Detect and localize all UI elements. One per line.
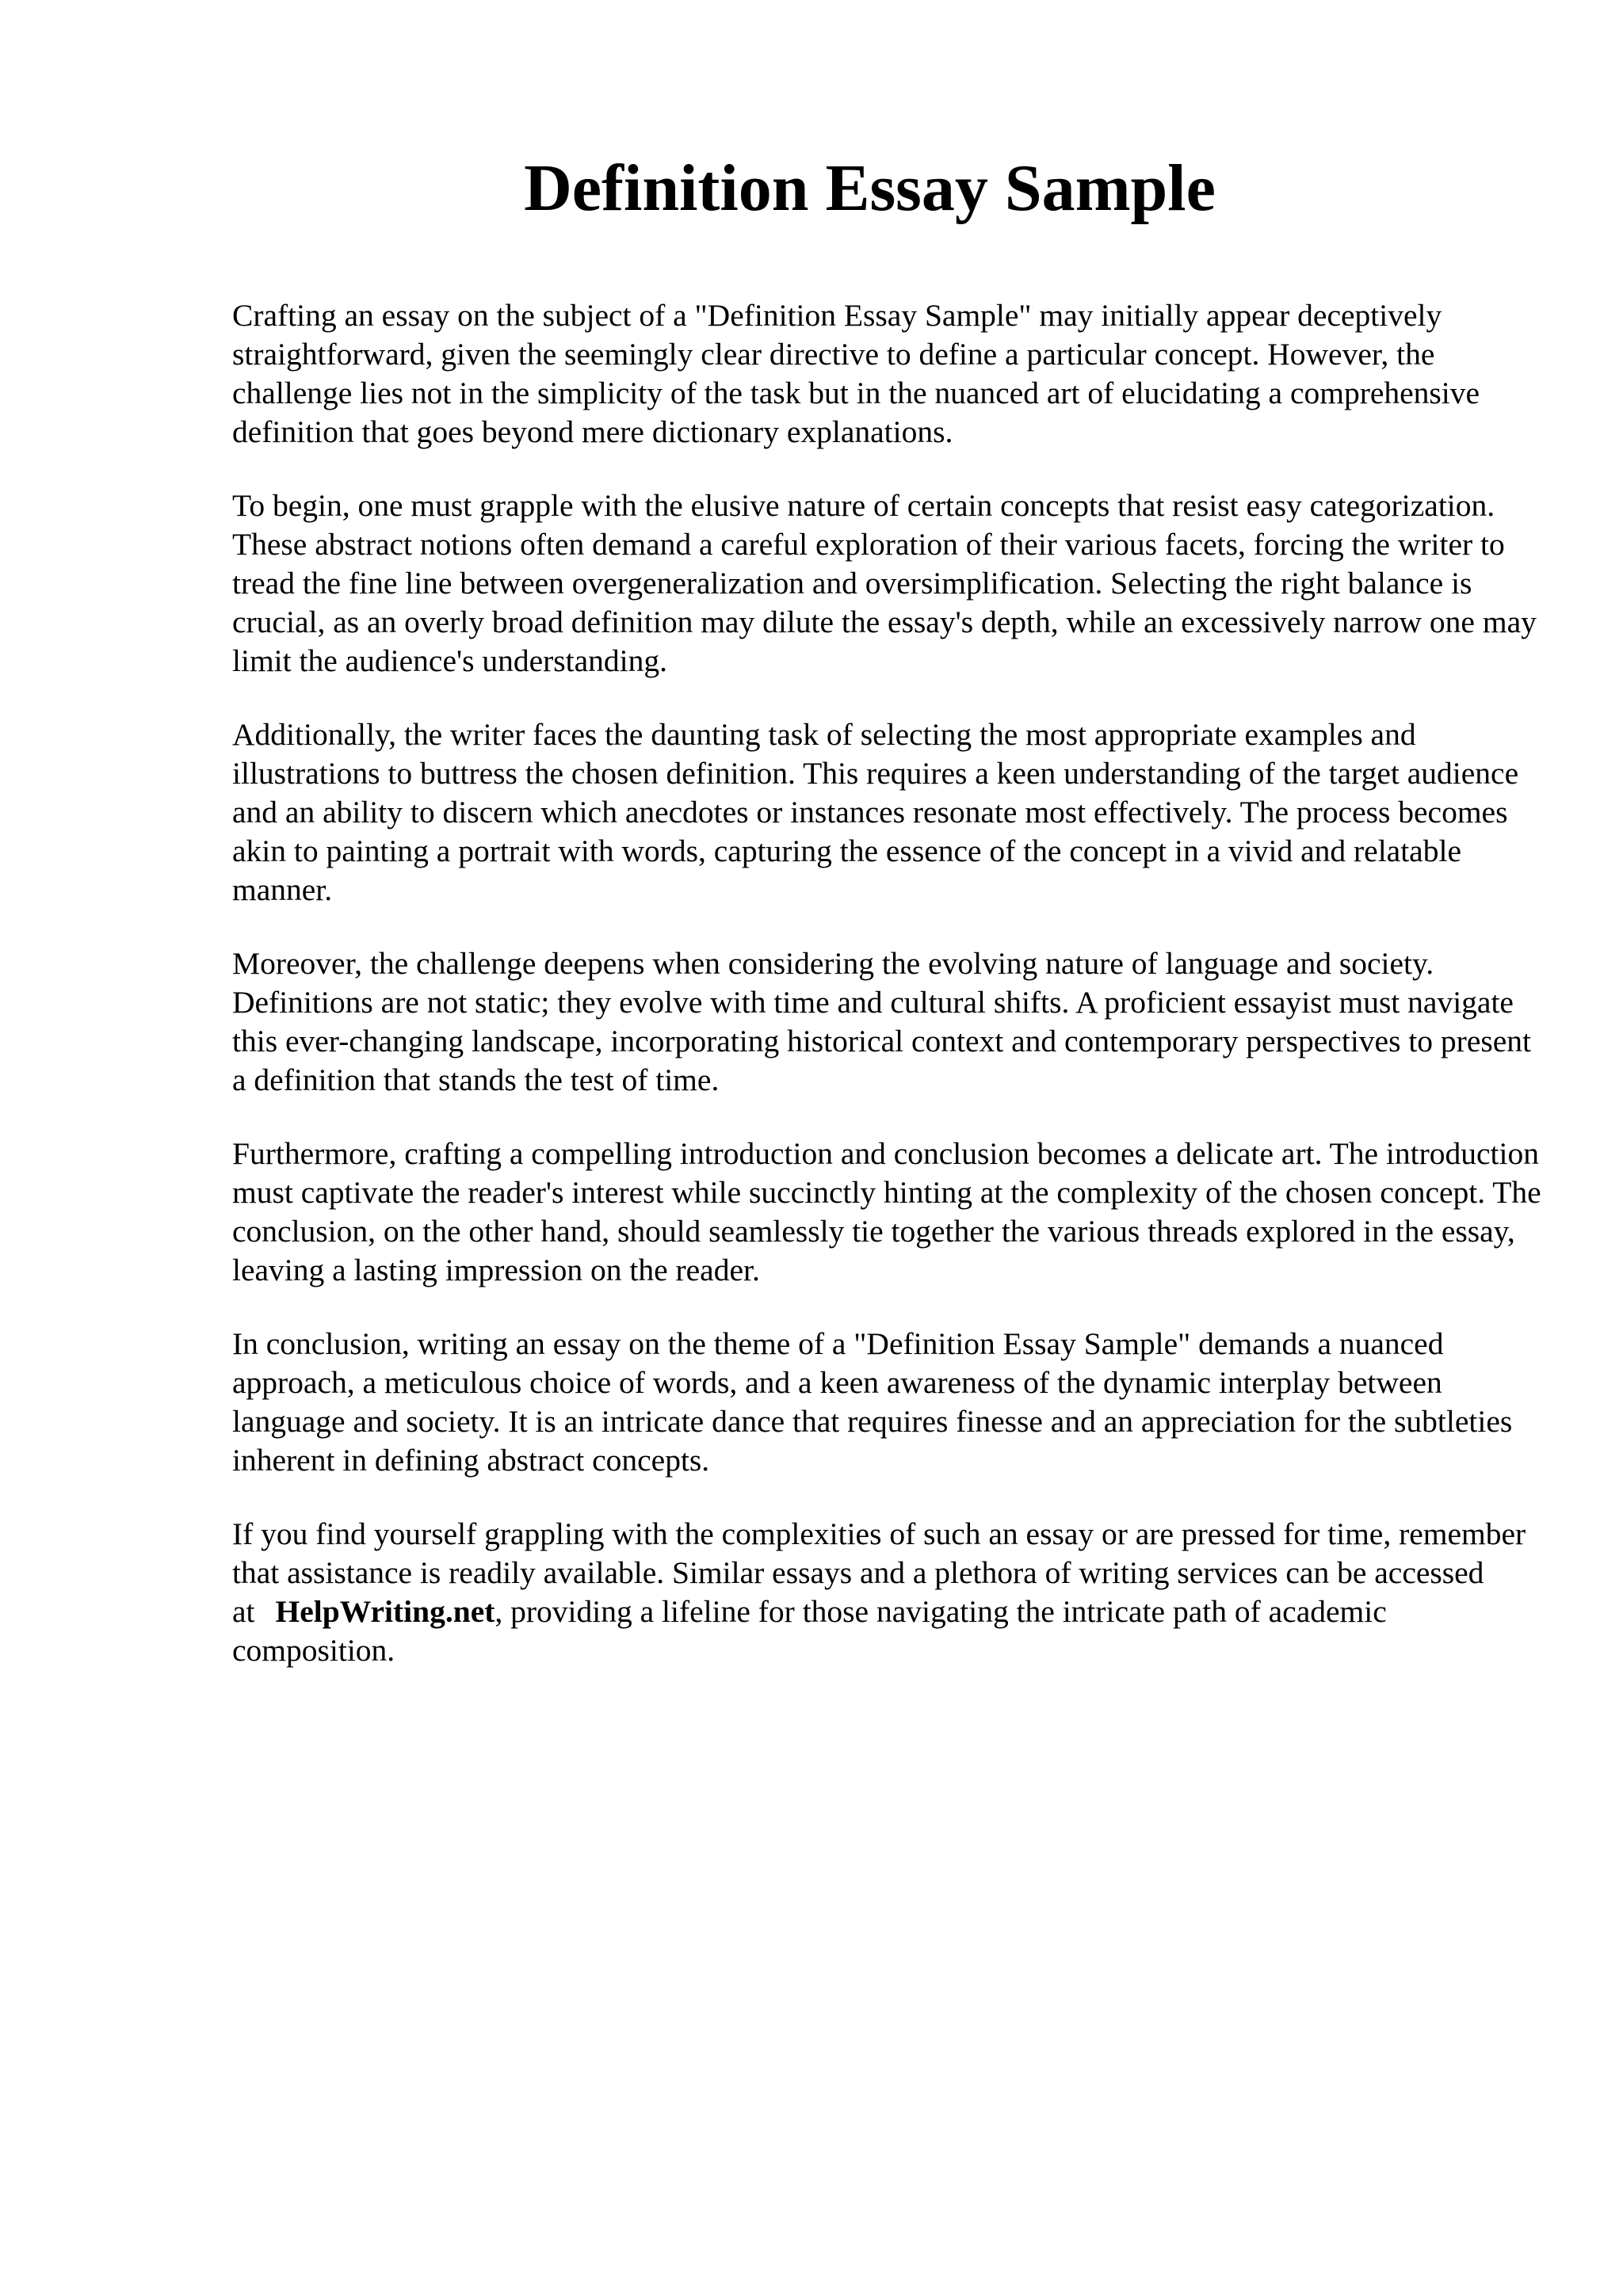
paragraph-7 bbox=[232, 1515, 1548, 1670]
helpwriting-link[interactable]: HelpWriting.net bbox=[275, 1594, 495, 1629]
paragraph-3: Additionally, the writer faces the daunting task of selecting the most appropriate examples and illustrations to buttress the chosen definition. This requires a keen understanding of the target audience and an ability to discern which anecdotes or instances resonate most effectively. The process becomes akin to painting a portrait with words, capturing the essence of the concept in a vivid and relatable manner. bbox=[232, 717, 1519, 907]
paragraph-5: Furthermore, crafting a compelling introduction and conclusion becomes a delicate art. The introduction must captivate the reader's interest while succinctly hinting at the complexity of the chosen concept. The conclusion, on the other hand, should seamlessly tie together the various threads explored in the essay, leaving a lasting impression on the reader. bbox=[232, 1136, 1541, 1287]
essay-body bbox=[232, 296, 1548, 1705]
paragraph-2: To begin, one must grapple with the elusive nature of certain concepts that resist easy categorization. These abstract notions often demand a careful exploration of their various facets, forcing the writer to tread the fine line between overgeneralization and oversimplification. Selecting the right balance is crucial, as an overly broad definition may dilute the essay's depth, while an excessively narrow one may limit the audience's understanding. bbox=[232, 488, 1537, 678]
paragraph-4: Moreover, the challenge deepens when considering the evolving nature of language and society. Definitions are not static; they evolve with time and cultural shifts. A proficient essayist must navigate this ever-changing landscape, incorporating historical context and contemporary perspectives to present a definition that stands the test of time. bbox=[232, 946, 1531, 1097]
page-title: Definition Essay Sample bbox=[524, 151, 1216, 225]
paragraph-7-before-link: If you find yourself grappling with the complexities of such an essay or are pressed for time, remember that assistance is readily available. Similar essays and a plethora of writing services can be accessed at bbox=[232, 1516, 1526, 1629]
paragraph-7-after-link: , providing a lifeline for those navigating the intricate path of academic composition. bbox=[232, 1594, 1387, 1668]
paragraph-6: In conclusion, writing an essay on the theme of a "Definition Essay Sample" demands a nuanced approach, a meticulous choice of words, and a keen awareness of the dynamic interplay between language and society. It is an intricate dance that requires finesse and an appreciation for the subtleties inherent in defining abstract concepts. bbox=[232, 1326, 1513, 1478]
paragraph-1: Crafting an essay on the subject of a "Definition Essay Sample" may initially appear deceptively straightforward, given the seemingly clear directive to define a particular concept. However, the challenge lies not in the simplicity of the task but in the nuanced art of elucidating a comprehensive definition that goes beyond mere dictionary explanations. bbox=[232, 298, 1480, 449]
